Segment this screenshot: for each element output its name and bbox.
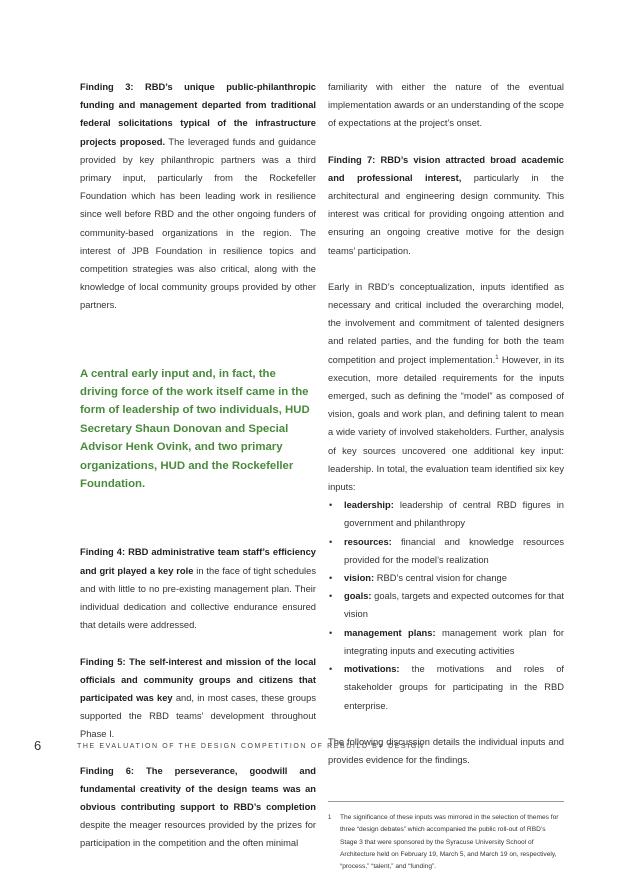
running-footer-title: THE EVALUATION OF THE DESIGN COMPETITION OF REBUILD BY DESIGN xyxy=(77,743,425,750)
input-term: goals: xyxy=(344,591,372,602)
finding-5-text: and, in most cases, these groups supported the RBD teams’ development throughout Phase I. xyxy=(80,692,316,740)
input-desc: goals, targets and expected outcomes for that vision xyxy=(344,591,564,620)
footnote-reference[interactable]: 1 xyxy=(495,354,499,361)
finding-4-label: Finding 4: RBD administrative team staff’s efficiency and grit played a key role xyxy=(80,547,316,576)
finding-7-paragraph xyxy=(328,151,564,260)
finding-6-text: despite the meager resources provided by the prizes for participation in the competition and the often minimal xyxy=(80,820,316,849)
early-text-part-b: However, in its execution, more detailed requirements for the inputs emerged, such as defining the “model” as composed of vision, goals and work plan, and defining talent to mean a wide variety of involved stakeholders. Further, analysis of key sources uncovered one additional key input: leadership. In total, the evaluation team identified six key inputs: xyxy=(328,354,564,493)
list-item-goals xyxy=(328,587,564,623)
input-desc: the motivations and roles of stakeholder groups for participating in the RBD enterprise. xyxy=(344,664,564,711)
finding-5-label: Finding 5: The self-interest and mission of the local officials and community groups and citizens that participated was key xyxy=(80,656,316,703)
finding-3-paragraph xyxy=(80,78,316,315)
input-desc: financial and knowledge resources provided for the model’s realization xyxy=(344,536,564,565)
input-desc: RBD’s central vision for change xyxy=(374,573,507,584)
footnote-text: The significance of these inputs was mirrored in the selection of themes for three “design debates” which accompanied the public roll-out of RBD’s Stage 3 that were sponsored by the Syracuse University School of Architecture held on February 19, March 5, and March 19 on, respectively, “process,” “talent,” and “funding”. xyxy=(340,814,559,870)
input-desc: leadership of central RBD figures in government and philanthropy xyxy=(344,500,564,529)
early-text-part-a: Early in RBD’s conceptualization, inputs identified as necessary and critical included the overarching model, the involvement and commitment of talented designers and related parties, and the funding for both the team competition and project implementation. xyxy=(328,281,564,365)
bullet-icon: • xyxy=(329,500,333,511)
bullet-icon: • xyxy=(329,573,333,584)
continued-paragraph: familiarity with either the nature of the eventual implementation awards or an understanding of the scope of expectations at the project’s onset. xyxy=(328,82,564,129)
list-item-motivations xyxy=(328,660,564,715)
early-conceptualization-paragraph xyxy=(328,278,564,496)
input-term: management plans: xyxy=(344,627,436,638)
footnote-mark: 1 xyxy=(328,815,332,822)
bullet-icon: • xyxy=(329,627,333,638)
key-inputs-list xyxy=(328,496,564,714)
finding-3-text: The leveraged funds and guidance provided by key philanthropic partners was a third primary input, particularly from the Rockefeller Foundation which has been leading work in resilience since well before RBD and the other ongoing funders of community-based organizations in the region. The interest of JPB Foundation in resilience topics and competition strategies was also critical, along with the knowledge of local community groups provided by other partners. xyxy=(80,136,317,311)
list-item-vision xyxy=(328,569,564,587)
finding-3-label: Finding 3: RBD’s unique public-philanthropic funding and management departed from traditional federal solicitations typical of the infrastructure projects proposed. xyxy=(80,82,316,147)
bullet-icon: • xyxy=(329,664,333,675)
finding-5-paragraph xyxy=(80,653,316,744)
bullet-icon: • xyxy=(329,536,333,547)
left-column xyxy=(80,78,316,853)
page-number: 6 xyxy=(34,738,42,753)
finding-4-paragraph xyxy=(80,543,316,634)
finding-7-text: particularly in the architectural and engineering design community. This interest was critical for providing ongoing attention and ensuring an ongoing creative motive for the design teams’ participation. xyxy=(328,172,564,256)
footnote-divider xyxy=(328,801,564,802)
input-desc: management work plan for integrating inputs and executing activities xyxy=(344,627,564,656)
finding-6-label: Finding 6: The perseverance, goodwill and fundamental creativity of the design teams was an obvious contributing support to RBD’s completion xyxy=(80,765,316,812)
list-item-resources xyxy=(328,533,564,569)
finding-6-paragraph xyxy=(80,762,316,853)
input-term: motivations: xyxy=(344,664,400,675)
input-term: vision: xyxy=(344,573,375,584)
pull-quote: A central early input and, in fact, the driving force of the work itself came in the form of leadership of two individuals, HUD Secretary Shaun Donovan and Special Advisor Henk Ovink, and two primary organizations, HUD and the Rockefeller Foundation. xyxy=(80,367,310,491)
footnote xyxy=(328,812,564,873)
input-term: leadership: xyxy=(344,500,394,511)
finding-4-text: in the face of tight schedules and with little to no pre-existing management plan. Their individual dedication and collective endurance ensured that details were addressed. xyxy=(80,565,316,631)
right-column xyxy=(328,78,564,873)
list-item-management-plans xyxy=(328,624,564,660)
finding-7-label: Finding 7: RBD’s vision attracted broad academic and professional interest, xyxy=(328,154,564,183)
following-discussion-paragraph: The following discussion details the individual inputs and provides evidence for the findings. xyxy=(328,736,564,765)
bullet-icon: • xyxy=(329,591,333,602)
list-item-leadership xyxy=(328,496,564,532)
input-term: resources: xyxy=(344,536,392,547)
